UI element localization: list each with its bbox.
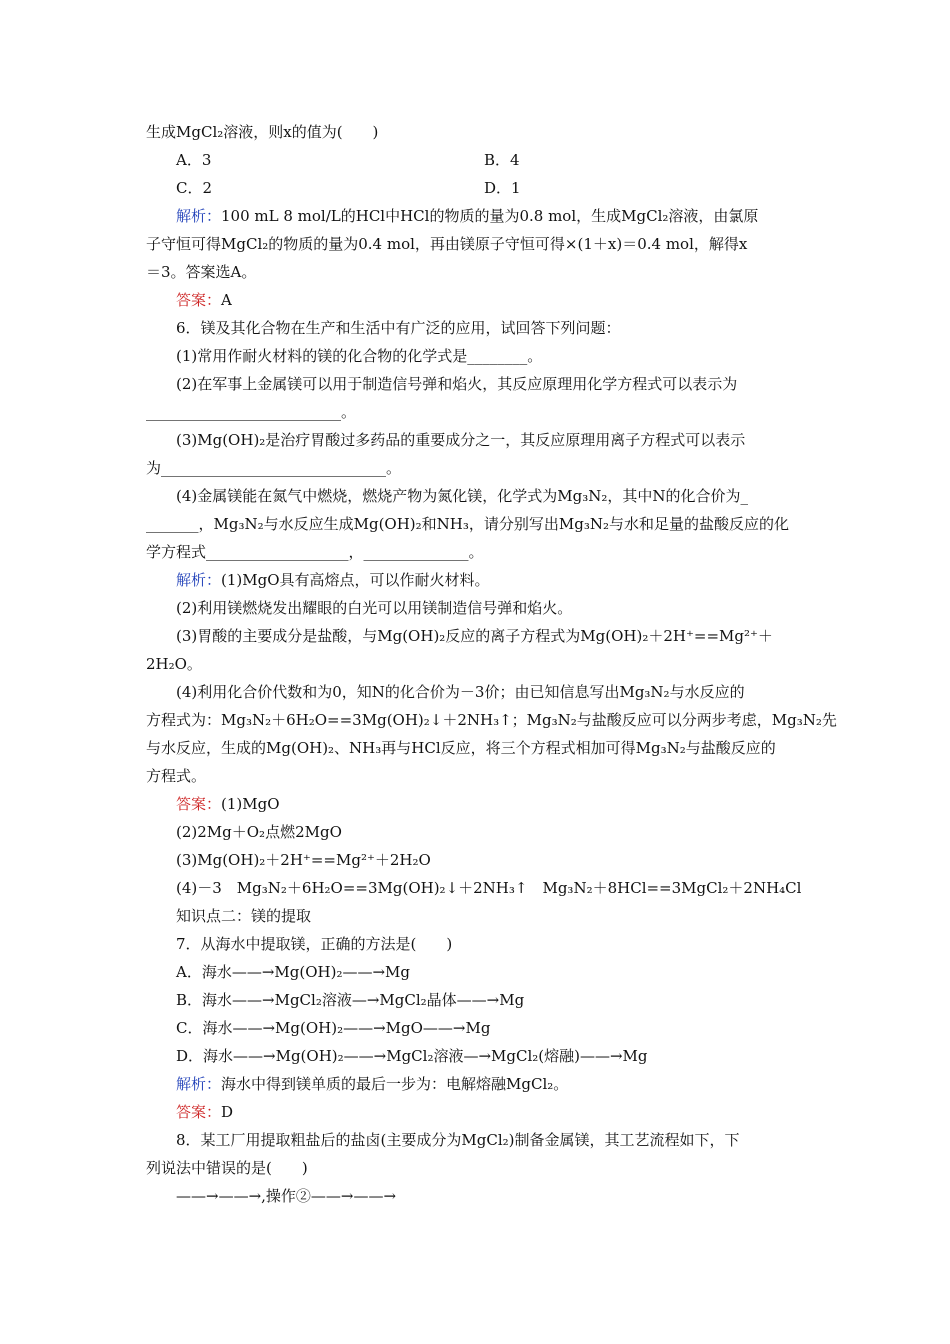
q6-part-4-line-3: 学方程式___________________，______________。	[146, 543, 484, 561]
q6-part-2-line-1: (2)在军事上金属镁可以用于制造信号弹和焰火，其反应原理用化学方程式可以表示为	[176, 375, 738, 393]
analysis-label: 解析：	[176, 1075, 222, 1093]
q6-analysis-4-line-3: 与水反应，生成的Mg(OH)₂、NH₃再与HCl反应，将三个方程式相加可得Mg₃N₂与盐酸反应的	[146, 739, 776, 757]
q6-analysis-4-line-4: 方程式。	[146, 767, 207, 785]
q6-analysis-3-line-2: 2H₂O。	[146, 655, 202, 673]
q7-option-d: D．海水——→Mg(OH)₂——→MgCl₂溶液—→MgCl₂(熔融)——→Mg	[176, 1047, 648, 1065]
q6-part-3-line-2: 为______________________________。	[146, 459, 402, 477]
q6-analysis-4-line-2: 方程式为：Mg₃N₂＋6H₂O==3Mg(OH)₂↓＋2NH₃↑；Mg₃N₂与盐酸反应可以分两步考虑，Mg₃N₂先	[146, 711, 837, 729]
q6-stem: 6．镁及其化合物在生产和生活中有广泛的应用，试回答下列问题：	[176, 319, 621, 337]
analysis-label: 解析：	[176, 571, 222, 589]
q6-analysis-3-line-1: (3)胃酸的主要成分是盐酸，与Mg(OH)₂反应的离子方程式为Mg(OH)₂＋2H⁺==Mg²⁺＋	[176, 627, 773, 645]
q6-part-2-line-2: __________________________。	[146, 403, 357, 421]
answer-label: 答案：	[176, 795, 222, 813]
q7-stem: 7．从海水中提取镁，正确的方法是( )	[176, 935, 453, 953]
q5-option-b: B．4	[484, 151, 520, 169]
section-heading: 知识点二：镁的提取	[176, 907, 312, 925]
q5-answer	[176, 290, 232, 312]
q6-answer-1	[176, 794, 280, 816]
q5-analysis-line-1	[176, 206, 758, 228]
q6-part-3-line-1: (3)Mg(OH)₂是治疗胃酸过多药品的重要成分之一，其反应原理用离子方程式可以表示	[176, 431, 746, 449]
q7-answer	[176, 1102, 233, 1124]
q6-part-1: (1)常用作耐火材料的镁的化合物的化学式是________。	[176, 347, 543, 365]
answer-label: 答案：	[176, 1103, 222, 1121]
q7-analysis	[176, 1074, 568, 1096]
q5-option-a: A．3	[176, 151, 212, 169]
q8-flow: ——→——→,操作②——→——→	[176, 1187, 397, 1205]
q5-option-c: C．2	[176, 179, 213, 197]
q6-answer-3: (3)Mg(OH)₂＋2H⁺==Mg²⁺＋2H₂O	[176, 851, 431, 869]
answer-label: 答案：	[176, 291, 222, 309]
q6-analysis-4-line-1: (4)利用化合价代数和为0，知N的化合价为－3价；由已知信息写出Mg₃N₂与水反应的	[176, 683, 745, 701]
q7-option-a: A．海水——→Mg(OH)₂——→Mg	[176, 963, 410, 981]
q7-option-c: C．海水——→Mg(OH)₂——→MgO——→Mg	[176, 1019, 491, 1037]
q6-answer-2: (2)2Mg＋O₂点燃2MgO	[176, 823, 342, 841]
q6-analysis-1	[176, 570, 490, 592]
q6-part-4-line-2: _______，Mg₃N₂与水反应生成Mg(OH)₂和NH₃，请分别写出Mg₃N₂与水和足量的盐酸反应的化	[146, 515, 790, 533]
analysis-text: (1)MgO具有高熔点，可以作耐火材料。	[221, 571, 490, 589]
q7-option-b: B．海水——→MgCl₂溶液—→MgCl₂晶体——→Mg	[176, 991, 525, 1009]
q5-option-d: D．1	[484, 179, 521, 197]
q8-stem-line-1: 8．某工厂用提取粗盐后的盐卤(主要成分为MgCl₂)制备金属镁，其工艺流程如下，下	[176, 1131, 740, 1149]
q5-stem: 生成MgCl₂溶液，则x的值为( )	[146, 123, 379, 141]
q8-stem-line-2: 列说法中错误的是( )	[146, 1159, 308, 1177]
answer-text: D	[221, 1103, 234, 1121]
analysis-text: 100 mL 8 mol/L的HCl中HCl的物质的量为0.8 mol，生成MgCl₂溶液，由氯原	[221, 207, 759, 225]
q5-analysis-line-3: ＝3。答案选A。	[146, 263, 257, 281]
q6-answer-4: (4)－3 Mg₃N₂＋6H₂O==3Mg(OH)₂↓＋2NH₃↑ Mg₃N₂＋8HCl==3MgCl₂＋2NH₄Cl	[176, 879, 802, 897]
answer-text: A	[221, 291, 232, 309]
q6-analysis-2: (2)利用镁燃烧发出耀眼的白光可以用镁制造信号弹和焰火。	[176, 599, 573, 617]
q5-analysis-line-2: 子守恒可得MgCl₂的物质的量为0.4 mol，再由镁原子守恒可得×(1＋x)＝0.4 mol，解得x	[146, 235, 748, 253]
answer-text: (1)MgO	[221, 795, 280, 813]
analysis-text: 海水中得到镁单质的最后一步为：电解熔融MgCl₂。	[221, 1075, 569, 1093]
q6-part-4-line-1: (4)金属镁能在氮气中燃烧，燃烧产物为氮化镁，化学式为Mg₃N₂，其中N的化合价为_	[176, 487, 748, 505]
analysis-label: 解析：	[176, 207, 222, 225]
